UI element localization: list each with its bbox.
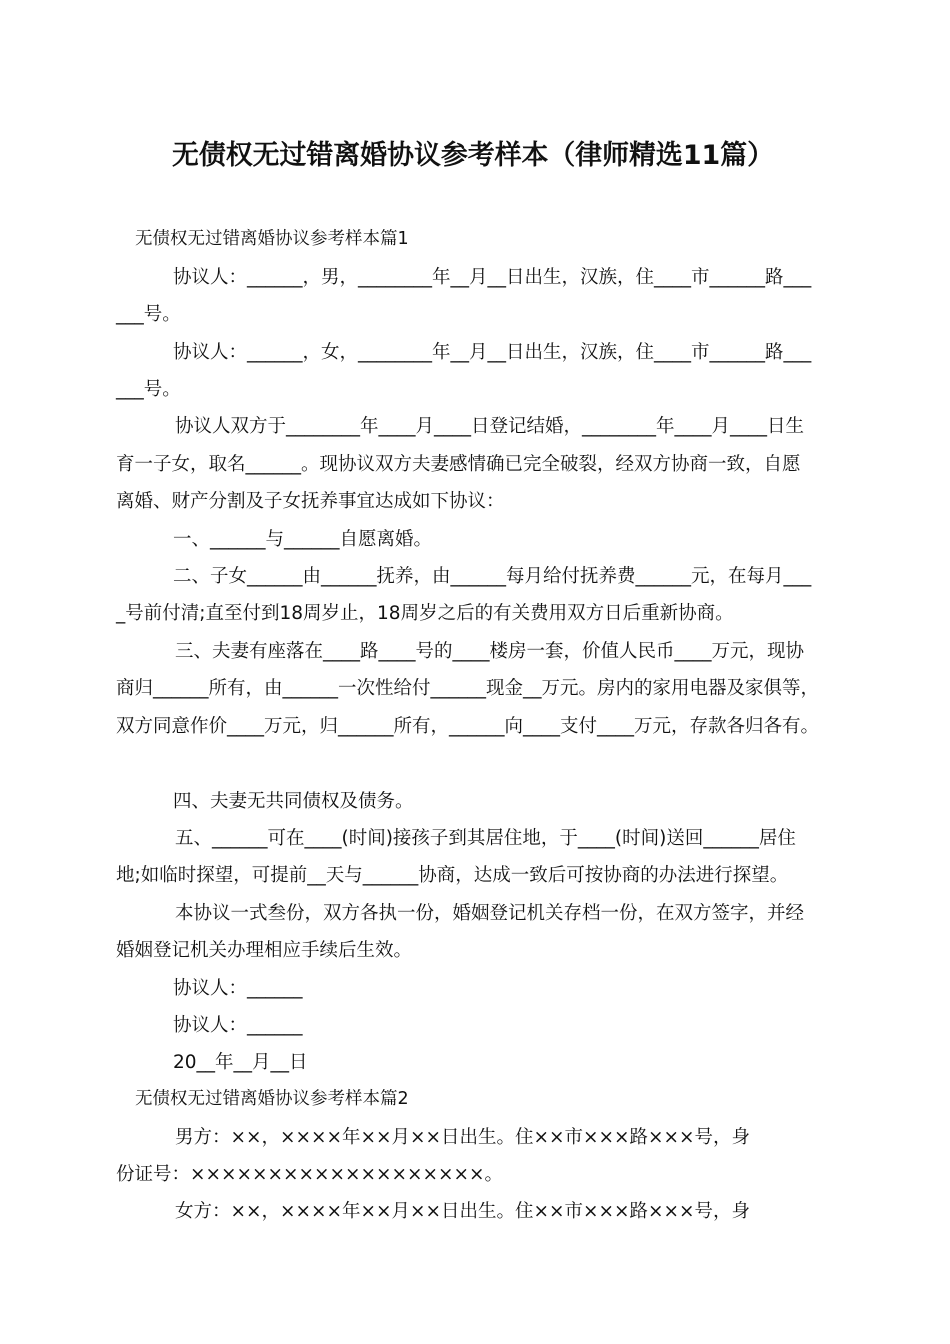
document-title: 无债权无过错离婚协议参考样本（律师精选11篇） bbox=[171, 140, 775, 171]
signature-line: 协议人：______ bbox=[173, 1015, 303, 1036]
paragraph-line: 男方：××，××××年××月××日出生。住××市×××路×××号，身 bbox=[175, 1127, 751, 1148]
paragraph-line: 离婚、财产分割及子女抚养事宜达成如下协议： bbox=[116, 491, 505, 512]
paragraph-line: 商归______所有，由______一次性给付______现金__万元。房内的家用电器及家俱等， bbox=[116, 678, 820, 699]
section-heading-2: 无债权无过错离婚协议参考样本篇2 bbox=[135, 1089, 409, 1109]
paragraph-line: 二、子女______由______抚养，由______每月给付抚养费______元，在每月___ bbox=[173, 566, 812, 587]
paragraph-line: 协议人：______，女，________年__月__日出生，汉族，住____市______路___ bbox=[173, 342, 812, 363]
paragraph-line: 本协议一式叁份，双方各执一份，婚姻登记机关存档一份，在双方签字，并经 bbox=[175, 903, 805, 924]
paragraph-line: 协议人：______，男，________年__月__日出生，汉族，住____市______路___ bbox=[173, 267, 812, 288]
paragraph-line: 双方同意作价____万元，归______所有，______向____支付____万元，存款各归各有。 bbox=[116, 716, 820, 737]
paragraph-line: 四、夫妻无共同债权及债务。 bbox=[173, 791, 414, 812]
paragraph-line: ___号。 bbox=[116, 304, 181, 325]
paragraph-line: 三、夫妻有座落在____路____号的____楼房一套，价值人民币____万元，现协 bbox=[175, 641, 805, 662]
paragraph-line: ___号。 bbox=[116, 379, 181, 400]
paragraph-line: 地;如临时探望，可提前__天与______协商，达成一致后可按协商的办法进行探望。 bbox=[116, 865, 789, 886]
paragraph-line: 育一子女，取名______。现协议双方夫妻感情确已完全破裂，经双方协商一致，自愿 bbox=[116, 454, 801, 475]
paragraph-line: 女方：××，××××年××月××日出生。住××市×××路×××号，身 bbox=[175, 1201, 751, 1222]
section-heading-1: 无债权无过错离婚协议参考样本篇1 bbox=[135, 229, 409, 249]
paragraph-line: 婚姻登记机关办理相应手续后生效。 bbox=[116, 940, 413, 961]
paragraph-line: 份证号：×××××××××××××××××××。 bbox=[116, 1164, 504, 1185]
paragraph-line: 协议人双方于________年____月____日登记结婚，________年____月____日生 bbox=[175, 416, 805, 437]
paragraph-line: _号前付清;直至付到18周岁止，18周岁之后的有关费用双方日后重新协商。 bbox=[116, 603, 734, 624]
paragraph-line: 一、______与______自愿离婚。 bbox=[173, 529, 433, 550]
date-line: 20__年__月__日 bbox=[173, 1052, 308, 1073]
signature-line: 协议人：______ bbox=[173, 978, 303, 999]
paragraph-line: 五、______可在____(时间)接孩子到其居住地，于____(时间)送回______居住 bbox=[175, 828, 796, 849]
